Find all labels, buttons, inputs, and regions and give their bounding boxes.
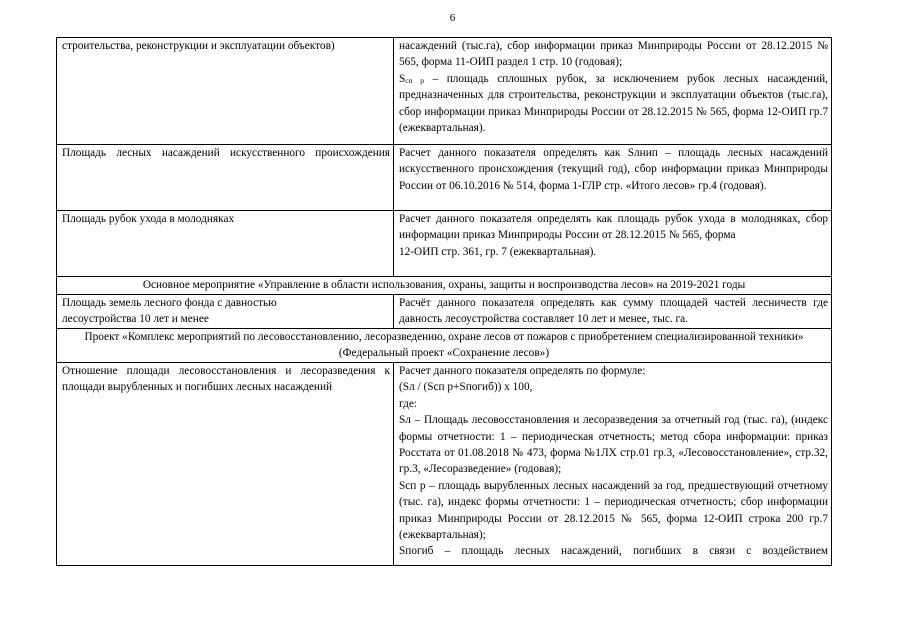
section-heading: Проект «Комплекс мероприятий по лесовосстановлению, лесоразведению, охране лесов от пожаров с приобретением специализированной техники» (Федеральный проект «Сохранение лесов») bbox=[57, 329, 832, 363]
table-row bbox=[57, 277, 832, 295]
scp-definition: Sсп р – площадь вырубленных лесных насаждений за год, предшествующий отчетному (тыс. га), индекс формы отчетности: 1 – периодическая отчетность; сбор информации приказ Минприроды России от 28.12.2015 № 565, форма 12-ОИП строка 200 гр.7 (ежеквартальная); bbox=[399, 479, 828, 542]
method-text: Расчет данного показателя определять как площадь рубок ухода в молодняках, сбор информации приказ Минприроды России от 28.12.2015 № 565, форма bbox=[399, 213, 828, 242]
indicator-method-cell bbox=[394, 145, 832, 211]
sl-definition: Sл – Площадь лесовосстановления и лесоразведения за отчетный год (тыс. га), (индекс формы отчетности: 1 – периодическая отчетность; метод сбора информации: приказ Росстата от 01.08.2018 № 473, форма №1ЛХ стр.01 гр.3, «Лесовосстановление», стр.32, гр.3, «Лесоразведение» (годовая); bbox=[399, 414, 828, 476]
indicator-method-cell bbox=[394, 38, 832, 145]
indicator-name-cell bbox=[57, 145, 394, 211]
method-text: Расчет данного показателя определять как Sлнип – площадь лесных насаждений искусственного происхождения (текущий год), сбор информации приказ Минприроды России от 06.10.2016 № 514, форма 1-ГЛР стр. «Итого лесов» гр.4 (годовая). bbox=[399, 147, 828, 192]
indicator-method-cell bbox=[394, 295, 832, 329]
formula-intro: Расчет данного показателя определять по формуле: bbox=[399, 365, 646, 377]
indicator-method-cell bbox=[394, 211, 832, 277]
section-heading: Основное мероприятие «Управление в области использования, охраны, защиты и воспроизводства лесов» на 2019-2021 годы bbox=[57, 277, 832, 295]
method-text-scp: $S_{сп р}$ – площадь сплошных рубок, за исключением рубок лесных насаждений, предназначенных для строительства, реконструкции и эксплуатации объектов (тыс.га), сбор информации приказ Минприроды России от 28.12.2015 № 565, форма 12-ОИП гр.7 (ежеквартальная). bbox=[399, 72, 828, 135]
indicator-name: Площадь лесных насаждений искусственного происхождения bbox=[62, 147, 390, 159]
indicators-table bbox=[56, 37, 832, 566]
indicator-name: строительства, реконструкции и эксплуатации объектов) bbox=[62, 40, 335, 52]
formula: (Sл / (Sсп р+Sпогиб)) х 100, bbox=[399, 381, 533, 394]
indicator-method-cell bbox=[394, 363, 832, 566]
table-row bbox=[57, 211, 832, 277]
table-row bbox=[57, 145, 832, 211]
table-row bbox=[57, 38, 832, 145]
indicator-name: Площадь рубок ухода в молодняках bbox=[62, 213, 235, 225]
indicator-name: Отношение площади лесовосстановления и лесоразведения к площади вырубленных и погибших лесных насаждений bbox=[62, 365, 390, 394]
indicator-name: Площадь земель лесного фонда с давностью bbox=[62, 297, 277, 309]
indicator-name-cell bbox=[57, 363, 394, 566]
indicator-name-cell bbox=[57, 295, 394, 329]
indicator-name-cont: лесоустройства 10 лет и менее bbox=[62, 313, 209, 326]
formula-where: где: bbox=[399, 397, 417, 410]
table-row bbox=[57, 363, 832, 566]
table-row bbox=[57, 295, 832, 329]
indicator-name-cell bbox=[57, 211, 394, 277]
method-text: насаждений (тыс.га), сбор информации приказ Минприроды России от 28.12.2015 № 565, форма 11-ОИП раздел 1 стр. 10 (годовая); bbox=[399, 40, 828, 69]
spogib-definition: Sпогиб – площадь лесных насаждений, погибших в связи с воздействием bbox=[399, 545, 828, 558]
method-text: Расчёт данного показателя определять как сумму площадей частей лесничеств где давность лесоустройства составляет 10 лет и менее, тыс. га. bbox=[399, 297, 828, 326]
table-row bbox=[57, 329, 832, 363]
indicator-name-cell bbox=[57, 38, 394, 145]
method-text-cont: 12-ОИП стр. 361, гр. 7 (ежеквартальная). bbox=[399, 245, 597, 258]
page-number: 6 bbox=[449, 12, 456, 24]
